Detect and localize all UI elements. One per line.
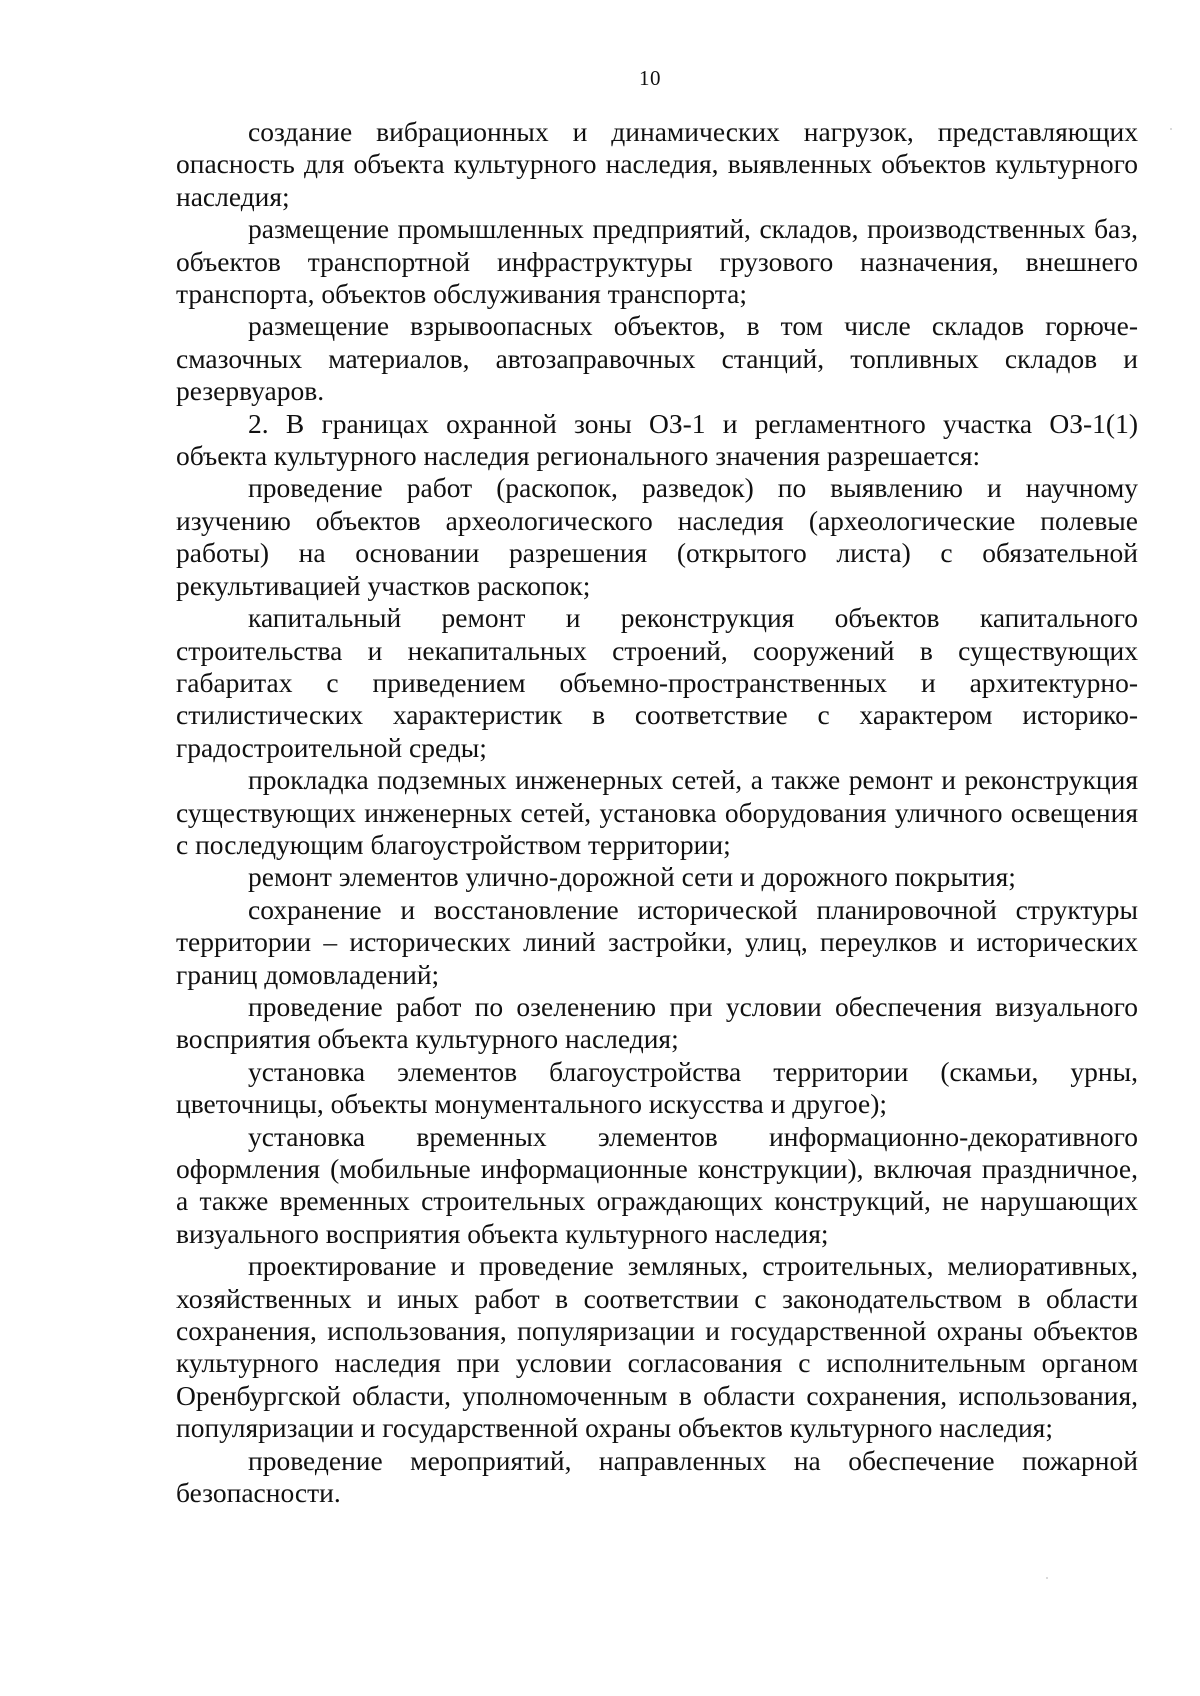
- paragraph: сохранение и восстановление исторической планировочной структуры территории – исторических линий застройки, улиц, переулков и исторических границ домовладений;: [176, 893, 1138, 990]
- paragraph: установка временных элементов информационно-декоративного оформления (мобильные информационные конструкции), включая праздничное, а также временных строительных ограждающих конструкций, не нарушающих визуального восприятия объекта культурного наследия;: [176, 1120, 1138, 1249]
- paragraph: проведение работ (раскопок, разведок) по выявлению и научному изучению объектов археологического наследия (археологические полевые работы) на основании разрешения (открытого листа) с обязательной рекультивацией участков раскопок;: [176, 472, 1138, 601]
- paragraph: капитальный ремонт и реконструкция объектов капитального строительства и некапитальных строений, сооружений в существующих габаритах с приведением объемно-пространственных и архитектурно-стилистических характеристик в соответствие с характером историко-градостроительной среды;: [176, 602, 1138, 763]
- scan-speck: [1046, 1577, 1048, 1579]
- paragraph: размещение взрывоопасных объектов, в том числе складов горюче-смазочных материалов, автозаправочных станций, топливных складов и резервуаров.: [176, 310, 1138, 407]
- paragraph: прокладка подземных инженерных сетей, а также ремонт и реконструкция существующих инженерных сетей, установка оборудования уличного освещения с последующим благоустройством территории;: [176, 764, 1138, 860]
- paragraph: ремонт элементов улично-дорожной сети и дорожного покрытия;: [248, 861, 1016, 893]
- paragraph: проведение мероприятий, направленных на обеспечение пожарной безопасности.: [176, 1444, 1138, 1509]
- paragraph: размещение промышленных предприятий, складов, производственных баз, объектов транспортной инфраструктуры грузового назначения, внешнего транспорта, объектов обслуживания транспорта;: [176, 213, 1138, 310]
- paragraph: проведение работ по озеленению при условии обеспечения визуального восприятия объекта культурного наследия;: [176, 990, 1138, 1055]
- paragraph: установка элементов благоустройства территории (скамьи, урны, цветочницы, объекты монументального искусства и другое);: [176, 1055, 1138, 1120]
- paragraph: проектирование и проведение земляных, строительных, мелиоративных, хозяйственных и иных работ в соответствии с законодательством в области сохранения, использования, популяризации и государственной охраны объектов культурного наследия при условии согласования с исполнительным органом Оренбургской области, уполномоченным в области сохранения, использования, популяризации и государственной охраны объектов культурного наследия;: [176, 1250, 1138, 1444]
- scan-speck: [1170, 128, 1172, 130]
- document-body: [176, 116, 1138, 1509]
- paragraph: создание вибрационных и динамических нагрузок, представляющих опасность для объекта культурного наследия, выявленных объектов культурного наследия;: [176, 116, 1138, 212]
- paragraph: 2. В границах охранной зоны ОЗ-1 и регламентного участка ОЗ-1(1) объекта культурного наследия регионального значения разрешается:: [176, 407, 1138, 472]
- page-number: 10: [639, 66, 661, 90]
